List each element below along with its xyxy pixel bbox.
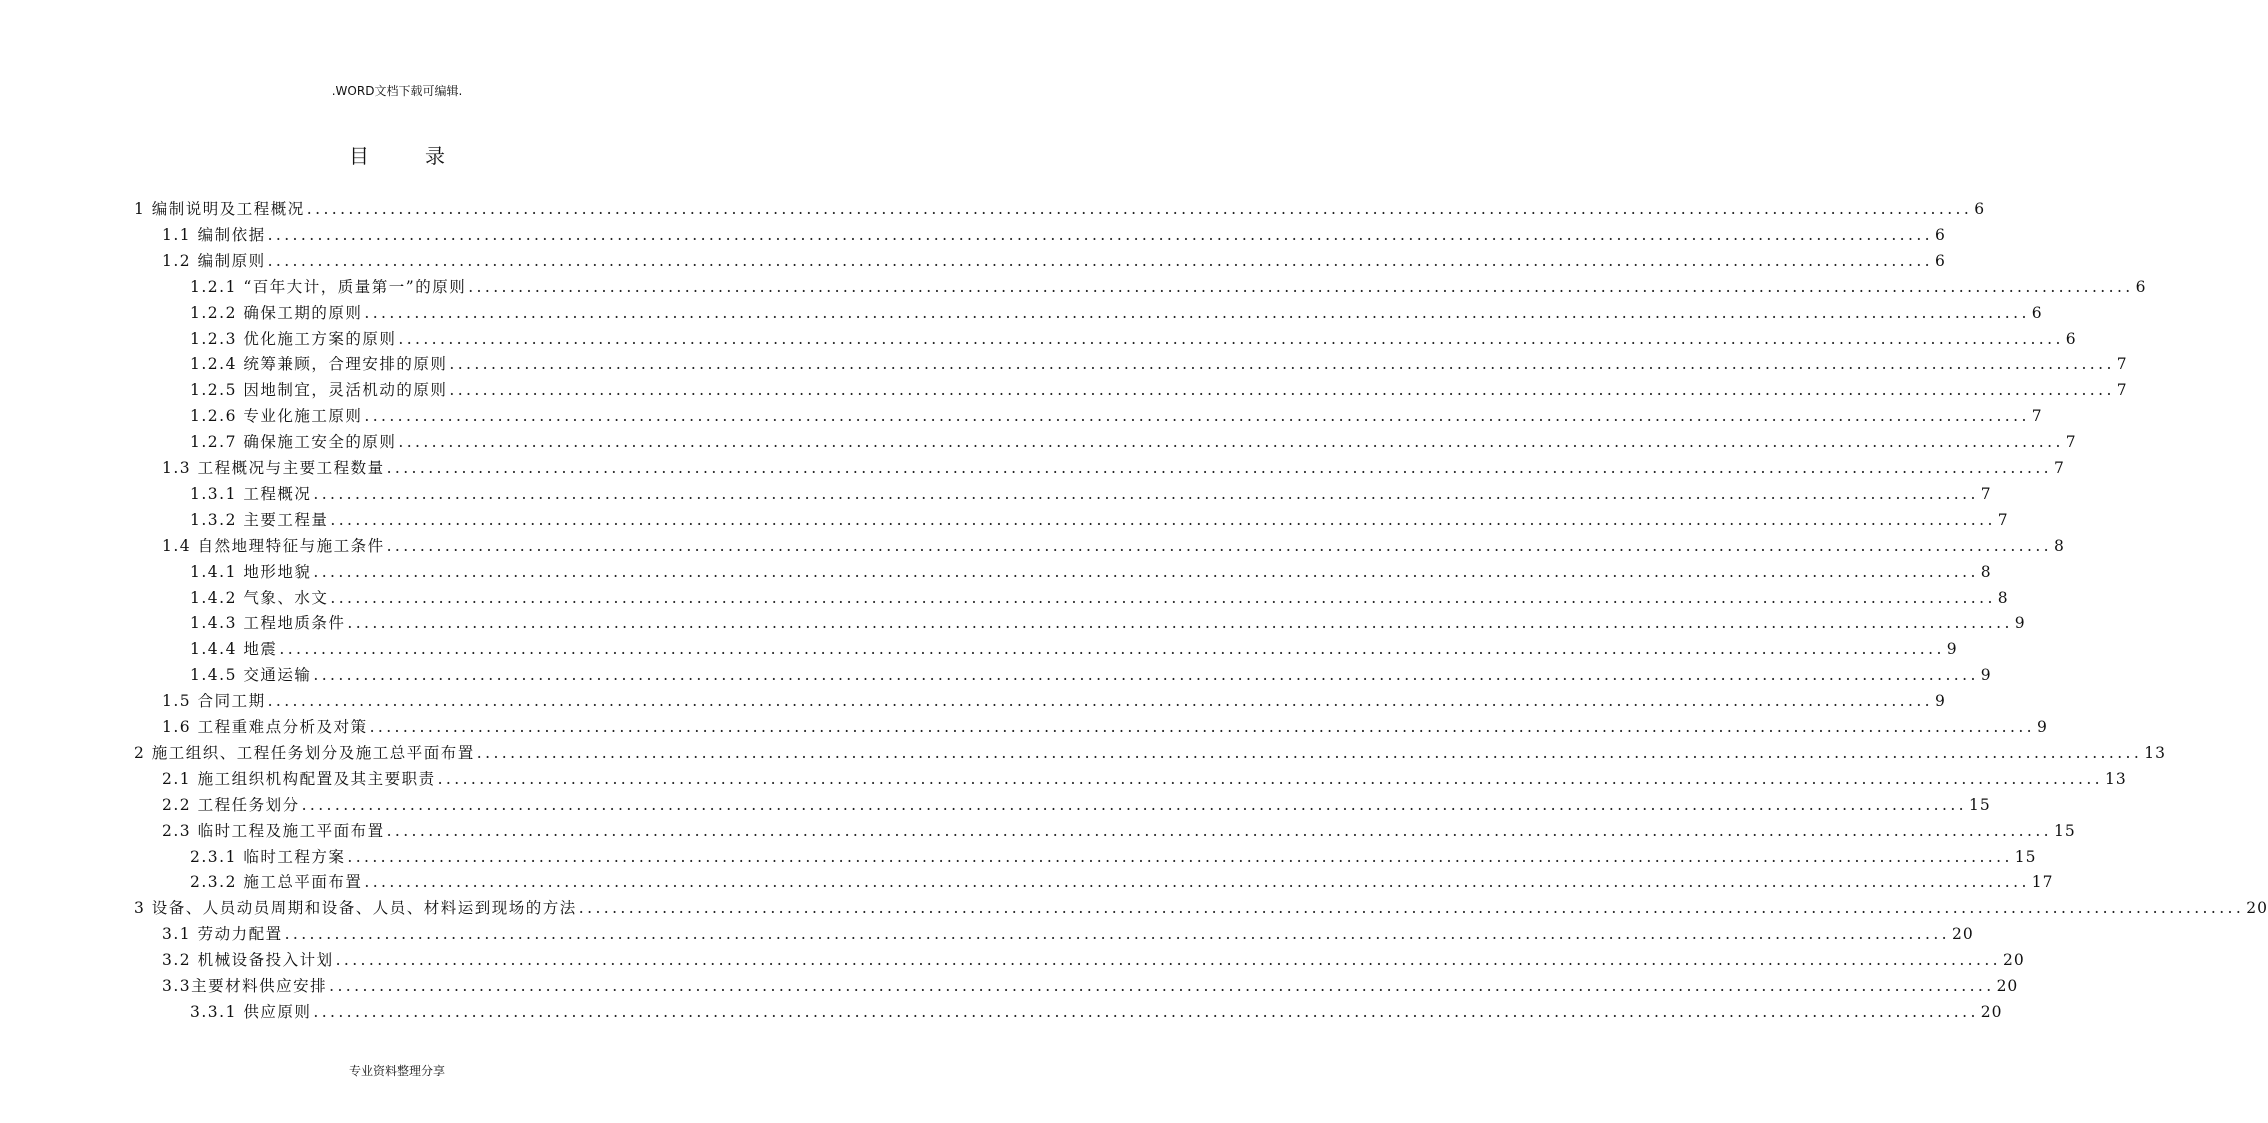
toc-leader-dots: ........................................................................................................................................................................................................ [267,692,1933,711]
toc-leader-dots: ........................................................................................................................................................................................................ [313,666,1979,685]
toc-leader-dots: ........................................................................................................................................................................................................ [449,355,2115,374]
toc-leader-dots: ........................................................................................................................................................................................................ [330,588,1996,607]
toc-leader-dots: ........................................................................................................................................................................................................ [347,614,2013,633]
toc-entry[interactable] [162,789,1991,815]
toc-entry-label: 1.4.5 交通运输 [190,666,312,685]
toc-leader-dots: ........................................................................................................................................................................................................ [386,459,2052,477]
toc-entry-page: 7 [1997,510,2009,529]
toc-entry-label: 2 施工组织、工程任务划分及施工总平面布置 [134,743,475,762]
toc-entry-label: 1.2 编制原则 [162,251,266,270]
toc-entry[interactable] [162,815,2076,841]
toc-entry-label: 1.2.7 确保施工安全的原则 [190,433,397,452]
toc-entry-page: 9 [1980,666,1992,685]
toc-entry-label: 3 设备、人员动员周期和设备、人员、材料运到现场的方法 [134,899,577,918]
toc-entry-page: 15 [2014,847,2037,866]
toc-leader-dots: ........................................................................................................................................................................................................ [578,899,2245,918]
toc-entry[interactable] [162,944,2025,970]
toc-entry-page: 6 [1934,225,1946,244]
toc-leader-dots: ........................................................................................................................................................................................................ [398,433,2064,452]
toc-leader-dots: ........................................................................................................................................................................................................ [347,847,2013,866]
toc-entry-label: 1.2.5 因地制宜，灵活机动的原则 [190,381,448,400]
toc-entry-page: 20 [1980,1002,2003,1021]
toc-entry-label: 2.2 工程任务划分 [162,795,300,814]
toc-leader-dots: ........................................................................................................................................................................................................ [329,977,1995,995]
toc-entry-page: 20 [2002,951,2025,970]
toc-entry-page: 20 [1996,977,2019,995]
toc-leader-dots: ........................................................................................................................................................................................................ [313,562,1979,581]
toc-entry-label: 3.2 机械设备投入计划 [162,951,334,970]
toc-entry[interactable] [162,452,2065,478]
toc-entry[interactable] [190,478,1992,504]
toc-entry[interactable] [162,763,2127,789]
toc-leader-dots: ........................................................................................................................................................................................................ [364,407,2030,426]
toc-entry-page: 6 [2031,303,2043,322]
toc-entry-label: 3.1 劳动力配置 [162,925,283,944]
toc-entry[interactable] [190,374,2128,400]
toc-entry[interactable] [134,193,1986,219]
toc-entry-page: 7 [2116,381,2128,400]
toc-entry[interactable] [190,297,2043,323]
toc-entry-page: 9 [1946,640,1958,659]
toc-title: 目录 [349,144,501,168]
toc-entry-label: 1.6 工程重难点分析及对策 [162,718,368,736]
toc-entry-page: 15 [1968,795,1991,814]
toc-entry[interactable] [190,607,2026,633]
toc-entry-label: 1.4 自然地理特征与施工条件 [162,536,385,555]
toc-leader-dots: ........................................................................................................................................................................................................ [284,925,1950,944]
toc-leader-dots: ........................................................................................................................................................................................................ [386,536,2052,555]
toc-leader-dots: ........................................................................................................................................................................................................ [476,743,2143,762]
toc-leader-dots: ........................................................................................................................................................................................................ [437,769,2103,788]
toc-entry[interactable] [162,685,1946,711]
toc-entry[interactable] [162,219,1946,245]
toc-leader-dots: ........................................................................................................................................................................................................ [369,718,2035,736]
toc-leader-dots: ........................................................................................................................................................................................................ [279,640,1945,659]
toc-entry-page: 8 [1980,562,1992,581]
toc-entry-label: 1.3.1 工程概况 [190,484,312,503]
toc-entry-label: 1.3.2 主要工程量 [190,510,329,529]
toc-entry[interactable] [162,918,1974,944]
toc-entry-label: 1.2.2 确保工期的原则 [190,303,363,322]
toc-entry[interactable] [190,504,2009,530]
toc-entry[interactable] [190,841,2037,867]
page-header: .WORD文档下载可编辑. [331,84,463,98]
toc-leader-dots: ........................................................................................................................................................................................................ [330,510,1996,529]
toc-entry-page: 9 [2014,614,2026,633]
toc-leader-dots: ........................................................................................................................................................................................................ [468,277,2134,296]
toc-entry-page: 6 [1934,251,1946,270]
toc-entry-page: 6 [1974,200,1986,218]
toc-entry-label: 2.3 临时工程及施工平面布置 [162,821,385,840]
toc-entry-page: 20 [1951,925,1974,944]
toc-entry[interactable] [190,556,1992,582]
toc-entry-label: 1.2.6 专业化施工原则 [190,407,363,426]
toc-entry-label: 1.5 合同工期 [162,692,266,711]
toc-entry-label: 1.2.3 优化施工方案的原则 [190,329,397,348]
toc-entry-label: 2.3.1 临时工程方案 [190,847,346,866]
toc-entry-page: 7 [2031,407,2043,426]
toc-entry[interactable] [190,426,2077,452]
toc-entry-page: 7 [2053,459,2065,477]
toc-entry-page: 9 [1934,692,1946,711]
toc-entry-page: 8 [2053,536,2065,555]
toc-entry-page: 7 [2065,433,2077,452]
toc-leader-dots: ........................................................................................................................................................................................................ [449,381,2115,400]
toc-entry[interactable] [190,400,2043,426]
toc-leader-dots: ........................................................................................................................................................................................................ [335,951,2001,970]
page-footer: 专业资料整理分享 [348,1064,445,1078]
toc-entry-page: 17 [2031,873,2054,892]
toc-entry-label: 1.4.2 气象、水文 [190,588,329,607]
toc-entry[interactable] [190,323,2077,349]
toc-leader-dots: ........................................................................................................................................................................................................ [301,795,1967,814]
toc-entry[interactable] [190,271,2147,297]
toc-entry-page: 9 [2036,718,2048,736]
toc-leader-dots: ........................................................................................................................................................................................................ [313,484,1979,503]
toc-entry-page: 8 [1997,588,2009,607]
toc-leader-dots: ........................................................................................................................................................................................................ [386,821,2052,840]
toc-entry-page: 7 [2116,355,2128,374]
toc-entry[interactable] [162,530,2065,556]
toc-leader-dots: ........................................................................................................................................................................................................ [364,303,2030,322]
toc-entry-page: 7 [1980,484,1992,503]
toc-entry[interactable] [162,711,2048,737]
toc-entry-page: 13 [2105,769,2127,788]
toc-entry-page: 20 [2246,899,2268,918]
toc-entry-label: 1.1 编制依据 [162,225,266,244]
toc-entry-label: 2.3.2 施工总平面布置 [190,873,363,892]
toc-entry-label: 1.4.3 工程地质条件 [190,614,346,633]
toc-entry-label: 1.3 工程概况与主要工程数量 [162,459,385,477]
toc-entry[interactable] [162,245,1946,271]
toc-entry[interactable] [162,970,2019,996]
toc-entry[interactable] [190,996,2003,1022]
toc-entry-page: 15 [2053,821,2076,840]
toc-entry[interactable] [134,892,2268,918]
toc-entry-label: 2.1 施工组织机构配置及其主要职责 [162,769,436,788]
toc-entry-page: 6 [2065,329,2077,348]
toc-leader-dots: ........................................................................................................................................................................................................ [313,1002,1979,1021]
toc-entry-label: 1 编制说明及工程概况 [134,200,305,218]
toc-entry[interactable] [190,348,2128,374]
toc-leader-dots: ........................................................................................................................................................................................................ [364,873,2030,892]
toc-entry[interactable] [190,633,1958,659]
toc-entry-label: 1.4.1 地形地貌 [190,562,312,581]
toc-entry[interactable] [134,737,2166,763]
toc-entry-label: 3.3.1 供应原则 [190,1002,312,1021]
toc-leader-dots: ........................................................................................................................................................................................................ [267,225,1933,244]
toc-entry[interactable] [190,659,1992,685]
toc-entry-label: 1.4.4 地震 [190,640,278,659]
toc-entry-label: 3.3主要材料供应安排 [162,977,328,995]
toc-entry-page: 6 [2135,277,2147,296]
toc-leader-dots: ........................................................................................................................................................................................................ [267,251,1933,270]
toc-entry[interactable] [190,582,2009,608]
toc-entry-label: 1.2.4 统筹兼顾，合理安排的原则 [190,355,448,374]
toc-entry-label: 1.2.1 “百年大计，质量第一”的原则 [190,277,467,296]
toc-entry[interactable] [190,866,2054,892]
toc-leader-dots: ........................................................................................................................................................................................................ [398,329,2064,348]
toc-leader-dots: ........................................................................................................................................................................................................ [306,200,1973,218]
toc-entry-page: 13 [2144,743,2166,762]
